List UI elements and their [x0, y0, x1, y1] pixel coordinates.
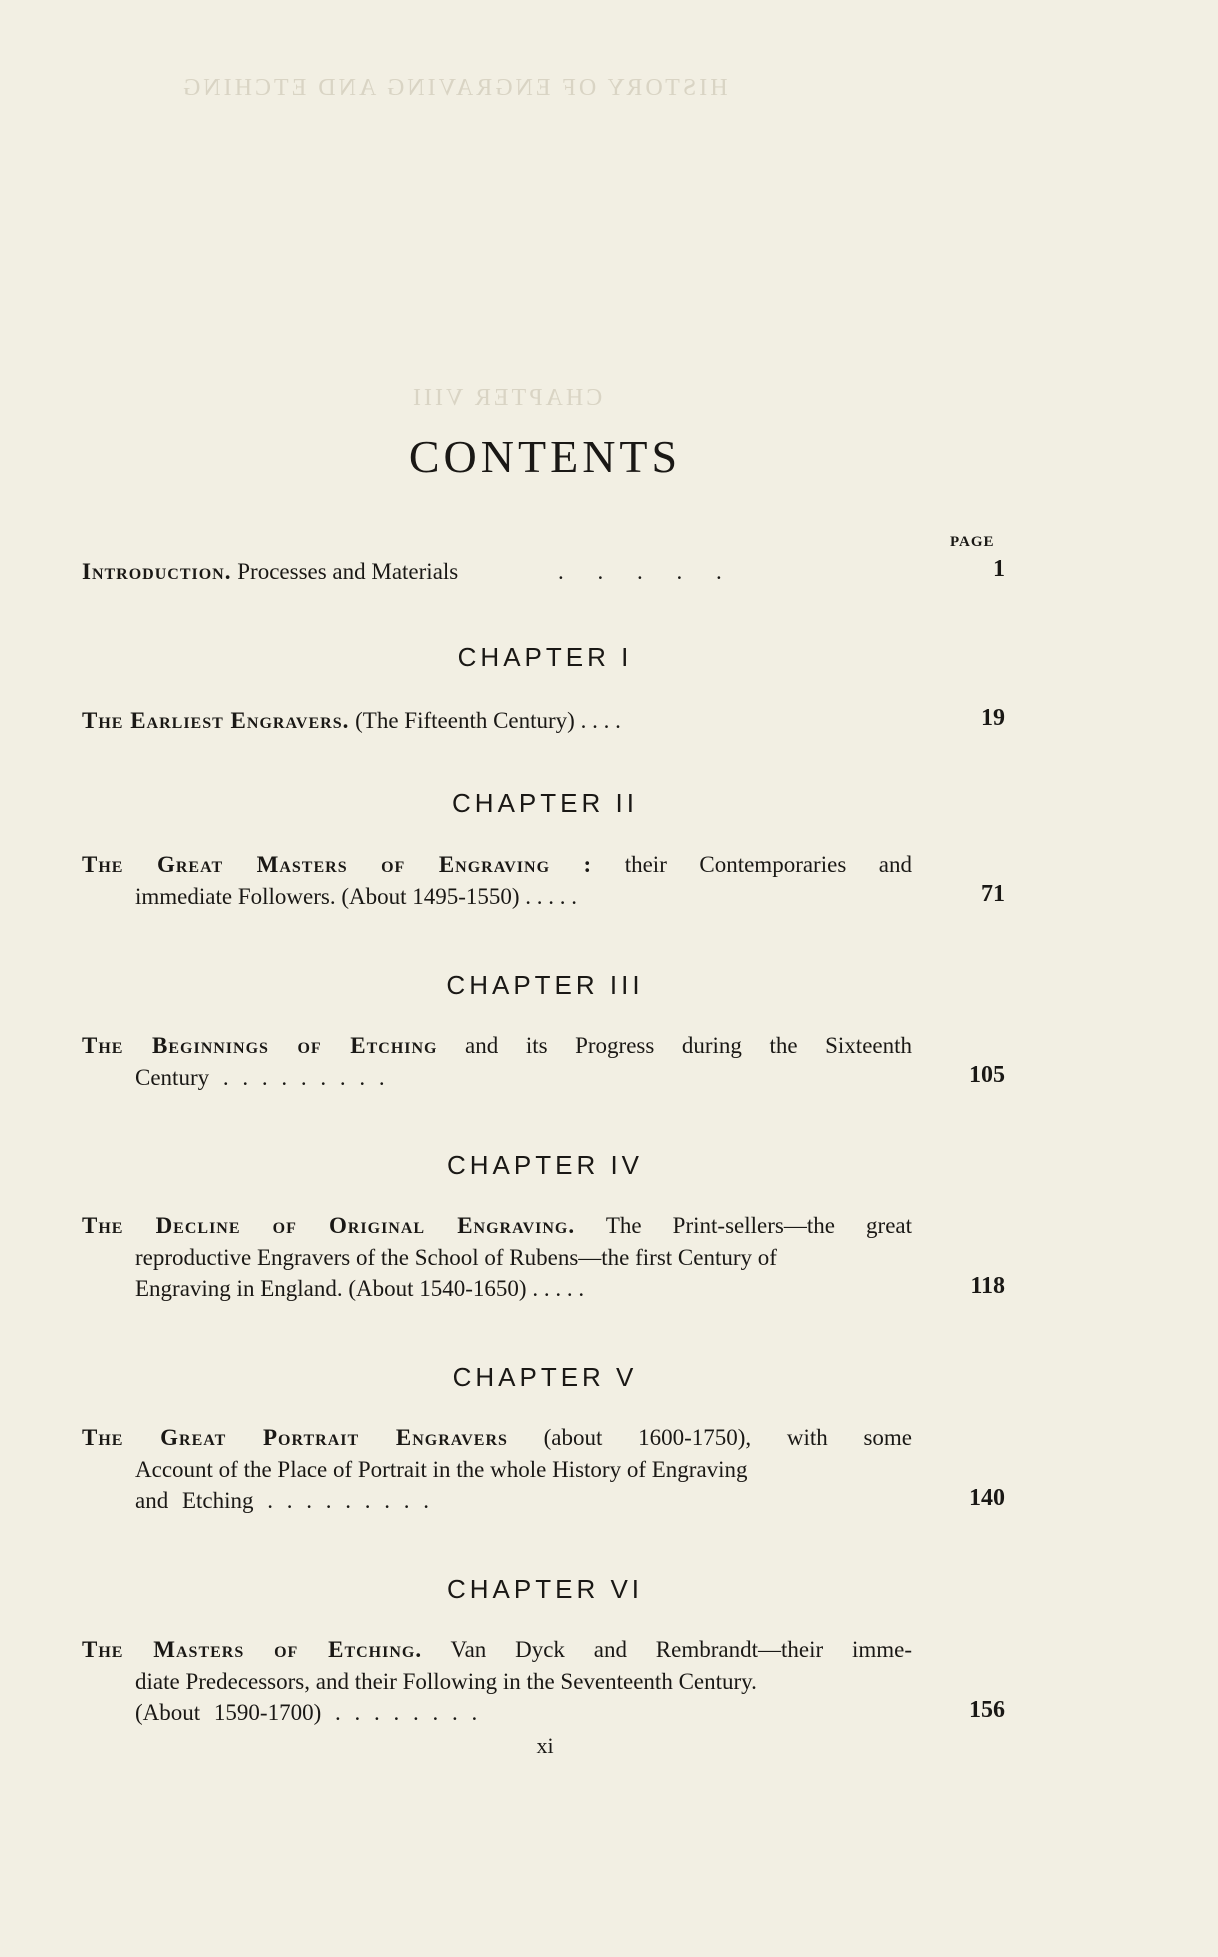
- toc-entry-line: [82, 1454, 912, 1486]
- show-through-text: CHAPTER VIII: [410, 385, 603, 411]
- toc-entry-line: [82, 1666, 912, 1698]
- page-number: 156: [969, 1697, 1005, 1723]
- page-number: 118: [970, 1273, 1005, 1299]
- entry-text: and Etching . . . . . . . . .: [135, 1488, 429, 1513]
- toc-entry-chapter-4[interactable]: [82, 1210, 912, 1305]
- entry-lead: The Beginnings of Etching: [82, 1033, 438, 1058]
- entry-lead: The Decline of Original Engraving.: [82, 1213, 576, 1238]
- toc-entry-line: [82, 1422, 912, 1454]
- entry-text: Century . . . . . . . . .: [135, 1064, 385, 1090]
- toc-entry-line: [82, 881, 912, 913]
- toc-entry-line: [82, 1062, 912, 1094]
- page-number: 71: [981, 881, 1005, 907]
- chapter-heading: CHAPTER V: [452, 1362, 638, 1392]
- toc-entry-line: [82, 849, 912, 881]
- toc-entry-chapter-5[interactable]: [82, 1422, 912, 1517]
- folio-number: xi: [536, 1733, 554, 1758]
- page-number: 140: [969, 1485, 1005, 1511]
- entry-text: Van Dyck and Rembrandt—their imme-: [422, 1637, 913, 1662]
- chapter-heading: CHAPTER I: [457, 642, 633, 672]
- toc-entry-line: [82, 1485, 912, 1517]
- entry-lead: The Masters of Etching.: [82, 1637, 423, 1662]
- entry-text: and its Progress during the Sixteenth: [437, 1033, 912, 1058]
- toc-entry-chapter-2[interactable]: [82, 849, 912, 912]
- toc-entry-line: [82, 1273, 912, 1305]
- toc-entry-chapter-1[interactable]: [82, 705, 912, 737]
- page-number: 105: [969, 1062, 1005, 1088]
- entry-text: reproductive Engravers of the School of Rubens—the first Century of: [135, 1244, 777, 1270]
- show-through-text: HISTORY OF ENGRAVING AND ETCHING: [180, 75, 728, 101]
- toc-entry-line: [82, 1634, 912, 1666]
- entry-text: diate Predecessors, and their Following in the Seventeenth Century.: [135, 1668, 757, 1694]
- entry-text: The Print-sellers—the great: [575, 1213, 913, 1238]
- entry-lead: Introduction.: [82, 559, 232, 584]
- page-number: 1: [993, 556, 1005, 582]
- toc-entry-line: [82, 705, 912, 737]
- entry-text: Engraving in England. (About 1540-1650) . . . . .: [135, 1276, 585, 1301]
- chapter-heading: CHAPTER II: [452, 788, 638, 818]
- page-title: CONTENTS: [408, 431, 682, 482]
- toc-entry-line: [82, 1030, 912, 1062]
- toc-entry-line: [82, 1697, 912, 1729]
- entry-text: (About 1590-1700) . . . . . . . .: [135, 1700, 478, 1725]
- entry-text: (about 1600-1750), with some: [507, 1425, 912, 1450]
- toc-entry-introduction[interactable]: [82, 556, 912, 588]
- toc-entry-line: [82, 556, 912, 588]
- entry-text: Processes and Materials: [231, 559, 459, 584]
- chapter-heading: CHAPTER VI: [446, 1574, 644, 1604]
- leader-dots: . . . . .: [538, 559, 736, 584]
- page-column-label: PAGE: [950, 534, 995, 550]
- chapter-heading: CHAPTER III: [446, 970, 644, 1000]
- entry-lead: The Earliest Engravers.: [82, 708, 350, 733]
- entry-lead: The Great Portrait Engravers: [82, 1425, 508, 1450]
- toc-entry-line: [82, 1242, 912, 1274]
- page-number: 19: [981, 705, 1005, 731]
- toc-entry-chapter-3[interactable]: [82, 1030, 912, 1093]
- toc-entry-line: [82, 1210, 912, 1242]
- entry-text: (The Fifteenth Century) . . . .: [349, 708, 621, 733]
- entry-lead: The Great Masters of Engraving :: [82, 852, 593, 877]
- chapter-heading: CHAPTER IV: [446, 1150, 644, 1180]
- entry-text: their Contemporaries and: [592, 852, 912, 877]
- entry-text: immediate Followers. (About 1495-1550) . . . . .: [135, 883, 578, 909]
- entry-text: Account of the Place of Portrait in the whole History of Engraving: [135, 1456, 748, 1482]
- toc-entry-chapter-6[interactable]: [82, 1634, 912, 1729]
